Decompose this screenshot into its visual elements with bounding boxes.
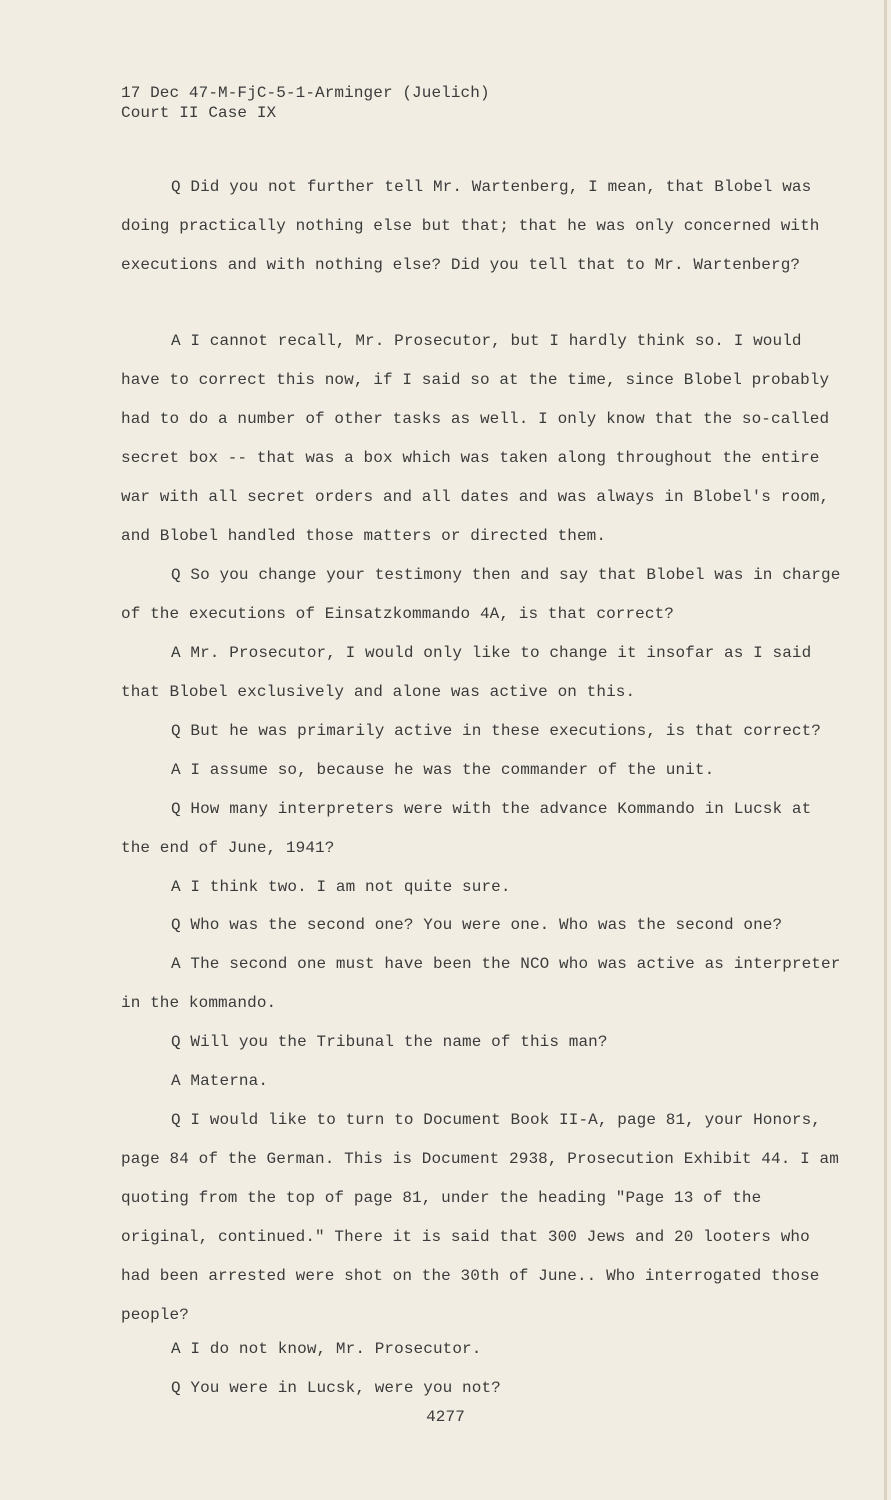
paragraph-10: A The second one must have been the NCO who was active as interpreter in the kommando. bbox=[121, 955, 841, 1012]
paragraph-12: A Materna. bbox=[171, 1072, 269, 1090]
header-line-2: Court II Case IX bbox=[121, 104, 277, 122]
paragraph-14: A I do not know, Mr. Prosecutor. bbox=[171, 1340, 482, 1358]
page-number: 4277 bbox=[426, 1408, 465, 1426]
paragraph-15: Q You were in Lucsk, were you not? bbox=[171, 1379, 501, 1397]
paragraph-7: Q How many interpreters were with the advance Kommando in Lucsk at the end of June, 1941? bbox=[121, 800, 812, 857]
paragraph-11: Q Will you the Tribunal the name of this man? bbox=[171, 1033, 608, 1051]
paragraph-5: Q But he was primarily active in these executions, is that correct? bbox=[171, 722, 822, 740]
paragraph-3: Q So you change your testimony then and say that Blobel was in charge of the executions of Einsatzkommando 4A, is that correct? bbox=[121, 566, 841, 623]
paragraph-6: A I assume so, because he was the commander of the unit. bbox=[171, 761, 715, 779]
paragraph-9: Q Who was the second one? You were one. Who was the second one? bbox=[171, 916, 783, 934]
header-line-1: 17 Dec 47-M-FjC-5-1-Arminger (Juelich) bbox=[121, 84, 490, 102]
paragraph-1: Q Did you not further tell Mr. Wartenberg, I mean, that Blobel was doing practically nothing else but that; that he was only concerned with executions and with nothing else? Did you tell that to Mr. Wartenberg? bbox=[121, 178, 820, 274]
paragraph-2: A I cannot recall, Mr. Prosecutor, but I hardly think so. I would have to correct this now, if I said so at the time, since Blobel probably had to do a number of other tasks as well. I only know that the so-called secret box -- that was a box which was taken along throughout the entire war with all secret orders and all dates and was always in Blobel's room, and Blobel handled those matters or directed them. bbox=[121, 332, 830, 545]
paragraph-4: A Mr. Prosecutor, I would only like to change it insofar as I said that Blobel exclusively and alone was active on this. bbox=[121, 644, 812, 701]
paragraph-13: Q I would like to turn to Document Book II-A, page 81, your Honors, page 84 of the German. This is Document 2938, Prosecution Exhibit 44. I am quoting from the top of page 81, under the heading "Page 13 of the original, continued." There it is said that 300 Jews and 20 looters who had been arrested were shot on the 30th of June.. Who interrogated those people? bbox=[121, 1111, 839, 1324]
paragraph-8: A I think two. I am not quite sure. bbox=[171, 878, 511, 896]
